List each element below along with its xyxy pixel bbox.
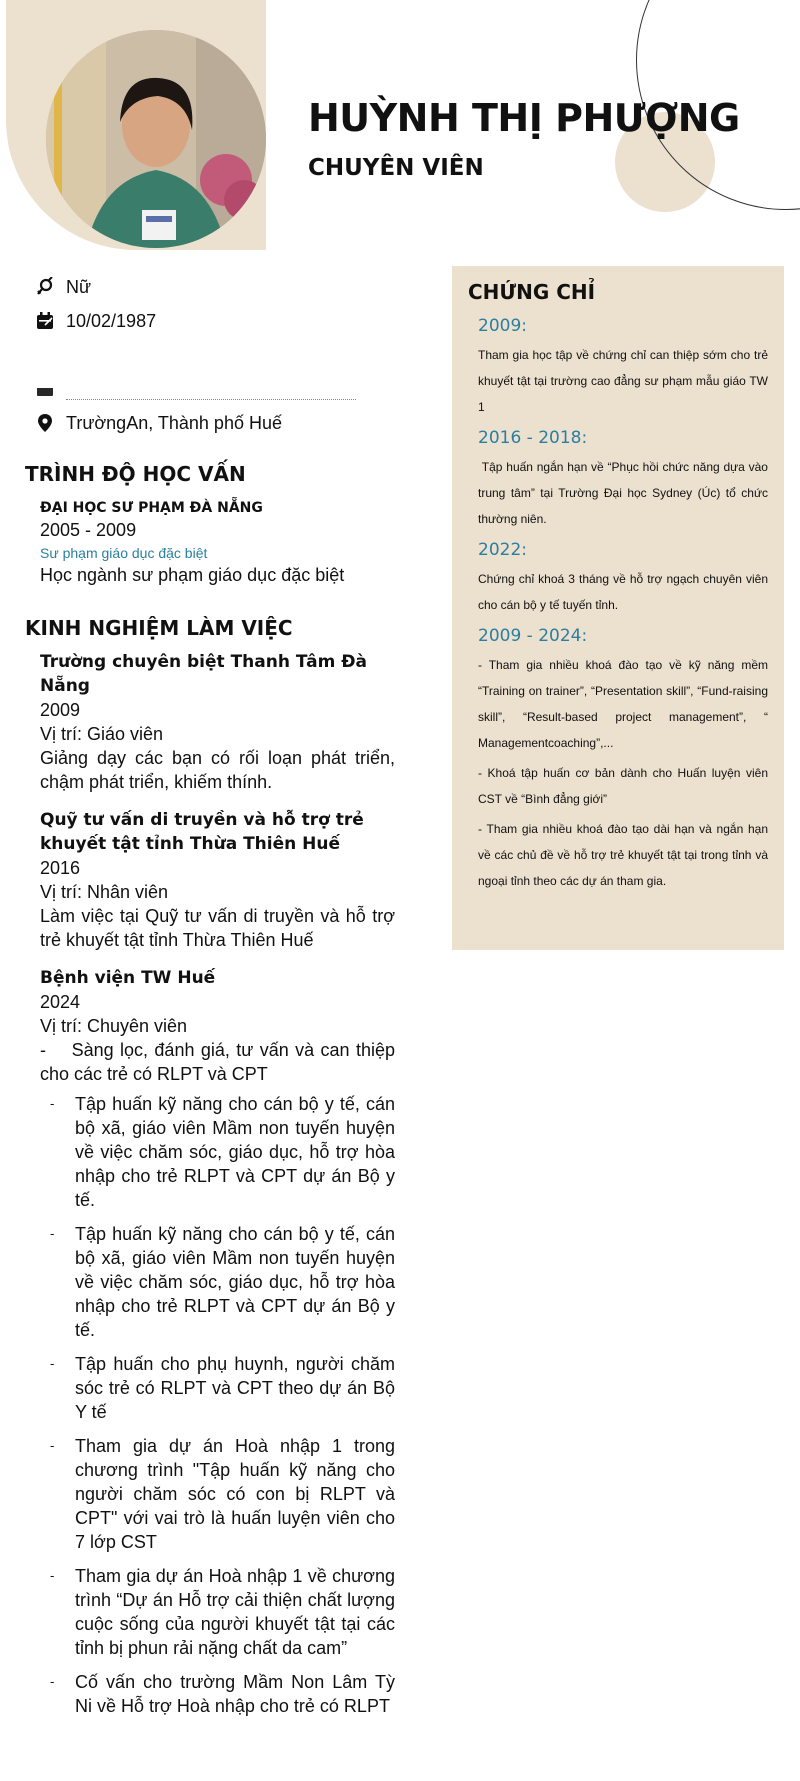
job-item	[40, 650, 395, 794]
gender-icon	[35, 277, 55, 297]
job-item	[40, 966, 401, 1718]
job-year: 2009	[40, 700, 81, 720]
job-year: 2016	[40, 858, 81, 878]
email-row-cropped	[25, 388, 395, 400]
certificate-year: 2009 - 2024:	[478, 626, 588, 646]
job-year: 2024	[40, 992, 81, 1012]
profile-photo	[46, 30, 266, 248]
job-bullet: - Tập huấn cho phụ huynh, người chăm sóc trẻ có RLPT và CPT theo dự án Bộ Y tế	[40, 1352, 395, 1424]
gender-value: Nữ	[66, 276, 92, 297]
certificate-text: Chứng chỉ khoá 3 tháng về hỗ trợ ngạch chuyên viên cho cán bộ y tế tuyến tỉnh.	[478, 572, 768, 612]
job-description: Giảng dạy các bạn có rối loạn phát triển, chậm phát triển, khiếm thính.	[40, 748, 395, 792]
certificate-year: 2009:	[478, 316, 527, 336]
education-item	[25, 500, 395, 586]
job-bullet: - Cố vấn cho trường Mầm Non Lâm Tỳ Ni về Hỗ trợ Hoà nhập cho trẻ có RLPT	[40, 1670, 395, 1718]
education-school: ĐẠI HỌC SƯ PHẠM ĐÀ NẴNG	[40, 500, 263, 516]
education-major: Sư phạm giáo dục đặc biệt	[40, 545, 208, 561]
email-text-cropped	[66, 398, 356, 400]
address-value: TrườngAn, Thành phố Huế	[66, 412, 282, 433]
education-description: Học ngành sư phạm giáo dục đặc biệt	[40, 565, 345, 585]
location-icon	[35, 413, 55, 433]
job-description: Làm việc tại Quỹ tư vấn di truyền và hỗ trợ trẻ khuyết tật tỉnh Thừa Thiên Huế	[40, 906, 395, 950]
experience-heading: KINH NGHIỆM LÀM VIỆC	[25, 616, 293, 640]
person-name: HUỲNH THỊ PHƯỢNG	[308, 96, 740, 140]
job-position: Vị trí: Giáo viên	[40, 724, 164, 744]
spacer	[25, 338, 395, 388]
address-row	[25, 406, 395, 440]
job-description: - Sàng lọc, đánh giá, tư vấn và can thiệp cho các trẻ có RLPT và CPT	[40, 1040, 401, 1084]
calendar-icon	[35, 311, 55, 331]
job-org: Trường chuyên biệt Thanh Tâm Đà Nẵng	[40, 652, 367, 696]
education-heading: TRÌNH ĐỘ HỌC VẤN	[25, 462, 246, 486]
job-position: Vị trí: Chuyên viên	[40, 1016, 188, 1036]
job-bullet-list	[40, 1092, 395, 1718]
job-bullet: - Tập huấn kỹ năng cho cán bộ y tế, cán bộ xã, giáo viên Mầm non tuyến huyện về việc chăm sóc, giáo dục, hỗ trợ hòa nhập cho trẻ RLPT và CPT dự án Bộ y tế.	[40, 1092, 395, 1212]
certificate-text: - Khoá tập huấn cơ bản dành cho Huấn luyện viên CST về “Bình đẳng giới”	[478, 766, 768, 806]
certificate-text: Tập huấn ngắn hạn về “Phục hồi chức năng dựa vào trung tâm” tại Trường Đại học Sydney (Úc) tổ chức thường niên.	[478, 460, 772, 526]
person-title: CHUYÊN VIÊN	[308, 155, 484, 181]
birthdate-row	[25, 304, 395, 338]
job-bullet: - Tập huấn kỹ năng cho cán bộ y tế, cán bộ xã, giáo viên Mầm non tuyến huyện về việc chăm sóc, giáo dục, hỗ trợ hòa nhập cho trẻ RLPT và CPT dự án Bộ y tế.	[40, 1222, 395, 1342]
gender-row	[25, 270, 395, 304]
certificates-panel	[452, 266, 784, 950]
job-org: Quỹ tư vấn di truyền và hỗ trợ trẻ khuyết tật tỉnh Thừa Thiên Huế	[40, 810, 364, 854]
certificate-text: Tham gia học tập về chứng chỉ can thiệp sớm cho trẻ khuyết tật tại trường cao đẳng sư phạm mẫu giáo TW 1	[478, 348, 768, 414]
certificate-text: - Tham gia nhiều khoá đào tạo về kỹ năng mềm “Training on trainer”, “Presentation skill”, “Fund-raising skill”, “Result-based project management”, “ Managementcoaching”,...	[478, 658, 768, 750]
education-years: 2005 - 2009	[40, 520, 137, 540]
birthdate-value: 10/02/1987	[66, 310, 157, 331]
certificate-year: 2016 - 2018:	[478, 428, 588, 448]
job-item	[40, 808, 395, 952]
certificate-year: 2022:	[478, 540, 527, 560]
left-column	[25, 270, 401, 1728]
job-bullet: - Tham gia dự án Hoà nhập 1 trong chương trình "Tập huấn kỹ năng cho người chăm sóc có con bị RLPT và CPT" với vai trò là huấn luyện viên cho 7 lớp CST	[40, 1434, 395, 1554]
job-position: Vị trí: Nhân viên	[40, 882, 169, 902]
job-bullet: - Tham gia dự án Hoà nhập 1 về chương trình “Dự án Hỗ trợ cải thiện chất lượng cuộc sống của người khuyết tật tại các tỉnh bị phun rải nặng chất da cam”	[40, 1564, 395, 1660]
certificate-text: - Tham gia nhiều khoá đào tạo dài hạn và ngắn hạn về các chủ đề về hỗ trợ trẻ khuyết tật tại trong tỉnh và ngoại tỉnh theo các dự án tham gia.	[478, 822, 768, 888]
email-icon	[35, 388, 55, 400]
job-org: Bệnh viện TW Huế	[40, 968, 216, 988]
certificates-heading: CHỨNG CHỈ	[468, 280, 596, 304]
profile-photo-illustration	[46, 30, 266, 248]
